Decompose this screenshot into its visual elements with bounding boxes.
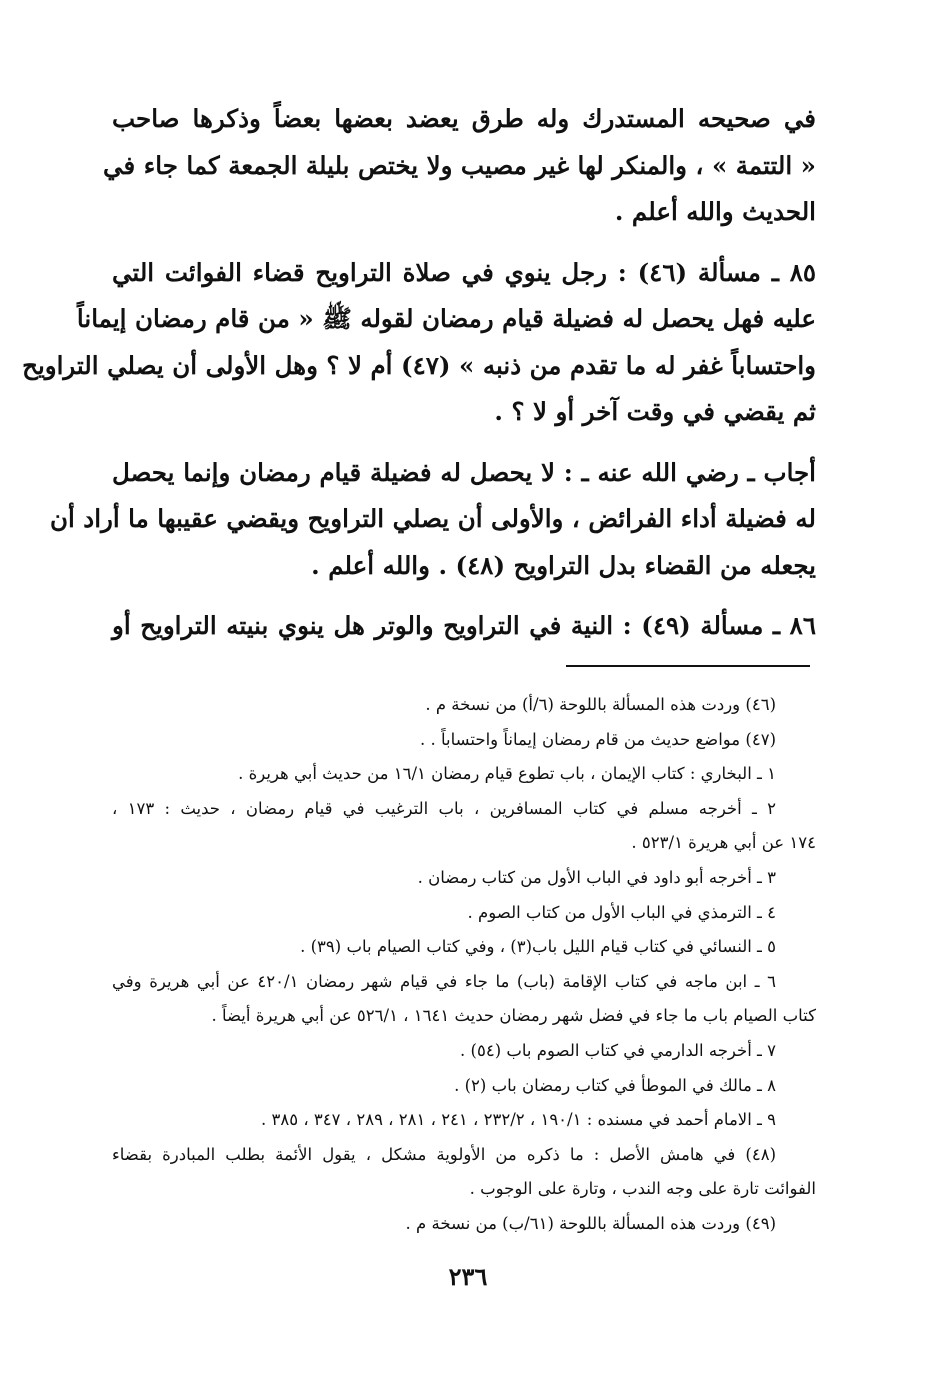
footnote-line: (٤٨) في هامش الأصل : ما ذكره من الأولوية مشكل ، يقول الأئمة بطلب المبادرة بقضاء — [112, 1144, 776, 1164]
page-number: ٢٣٦ — [448, 1262, 488, 1291]
text-line: واحتساباً غفر له ما تقدم من ذنبه » (٤٧) أم لا ؟ وهل الأولى أن يصلي التراويح — [22, 350, 816, 380]
footnote-line: كتاب الصيام باب ما جاء في فضل شهر رمضان حديث ١٦٤١ ، ٥٢٦/١ عن أبي هريرة أيضاً . — [211, 1006, 816, 1026]
footnote-line: ١ ـ البخاري : كتاب الإيمان ، باب تطوع قيام رمضان ١٦/١ من حديث أبي هريرة . — [238, 764, 776, 784]
footnote-line: ٦ ـ ابن ماجه في كتاب الإقامة (باب) ما جاء في قيام شهر رمضان ٤٢٠/١ عن أبي هريرة وفي — [112, 971, 776, 991]
footnote-line: الفوائت تارة على وجه الندب ، وتارة على الوجوب . — [469, 1179, 816, 1199]
paragraph-question-85 — [22, 250, 817, 436]
text-line: يجعله من القضاء بدل التراويح (٤٨) . والله أعلم . — [311, 550, 816, 580]
paragraph-question-86 — [112, 603, 816, 650]
text-line: « التتمة » ، والمنكر لها غير مصيب ولا يختص بليلة الجمعة كما جاء في — [103, 150, 816, 180]
paragraph-continuation — [103, 96, 816, 236]
footnote-line: ٧ ـ أخرجه الدارمي في كتاب الصوم باب (٥٤) . — [460, 1040, 776, 1060]
paragraph-answer-85 — [49, 450, 816, 590]
footnote-line: ٨ ـ مالك في الموطأ في كتاب رمضان باب (٢) . — [454, 1075, 776, 1095]
footnote-separator — [566, 665, 810, 667]
main-text — [22, 96, 817, 664]
footnote-line: ٣ ـ أخرجه أبو داود في الباب الأول من كتاب رمضان . — [417, 867, 776, 887]
footnote-line: ٤ ـ الترمذي في الباب الأول من كتاب الصوم . — [467, 902, 776, 922]
text-line: في صحيحه المستدرك وله طرق يعضد بعضها بعضاً وذكرها صاحب — [112, 104, 816, 133]
footnote-line: (٤٦) وردت هذه المسألة باللوحة (٦/أ) من نسخة م . — [425, 695, 776, 714]
text-line: عليه فهل يحصل له فضيلة قيام رمضان لقوله ﷺ « من قام رمضان إيماناً — [76, 304, 816, 333]
text-line: ثم يقضي في وقت آخر أو لا ؟ . — [494, 397, 816, 426]
footnote-line: ١٧٤ عن أبي هريرة ٥٢٣/١ . — [631, 833, 816, 853]
footnotes — [112, 688, 816, 1242]
footnote-line: ٥ ـ النسائي في كتاب قيام الليل باب(٣) ، وفي كتاب الصيام باب (٣٩) . — [300, 937, 776, 957]
footnote-line: ٩ ـ الامام أحمد في مسنده : ١٩٠/١ ، ٢٣٢/٢ ، ٢٤١ ، ٢٨١ ، ٢٨٩ ، ٣٤٧ ، ٣٨٥ . — [261, 1110, 776, 1130]
text-line: ٨٦ ـ مسألة (٤٩) : النية في التراويح والوتر هل ينوي بنيته التراويح أو — [112, 611, 816, 640]
footnote-line: ٢ ـ أخرجه مسلم في كتاب المسافرين ، باب الترغيب في قيام رمضان ، حديث : ١٧٣ ، — [112, 798, 776, 818]
footnote-line: (٤٩) وردت هذه المسألة باللوحة (٦١/ب) من نسخة م . — [405, 1213, 776, 1233]
text-line: الحديث والله أعلم . — [614, 197, 816, 226]
text-line: ٨٥ ـ مسألة (٤٦) : رجل ينوي في صلاة التراويح قضاء الفوائت التي — [112, 257, 817, 287]
footnote-line: (٤٧) مواضع حديث من قام رمضان إيماناً واحتساباً . . — [420, 729, 776, 749]
text-line: أجاب ـ رضي الله عنه ـ : لا يحصل له فضيلة قيام رمضان وإنما يحصل — [112, 457, 816, 487]
text-line: له فضيلة أداء الفرائض ، والأولى أن يصلي التراويح ويقضي عقيبها ما أراد أن — [49, 504, 816, 533]
